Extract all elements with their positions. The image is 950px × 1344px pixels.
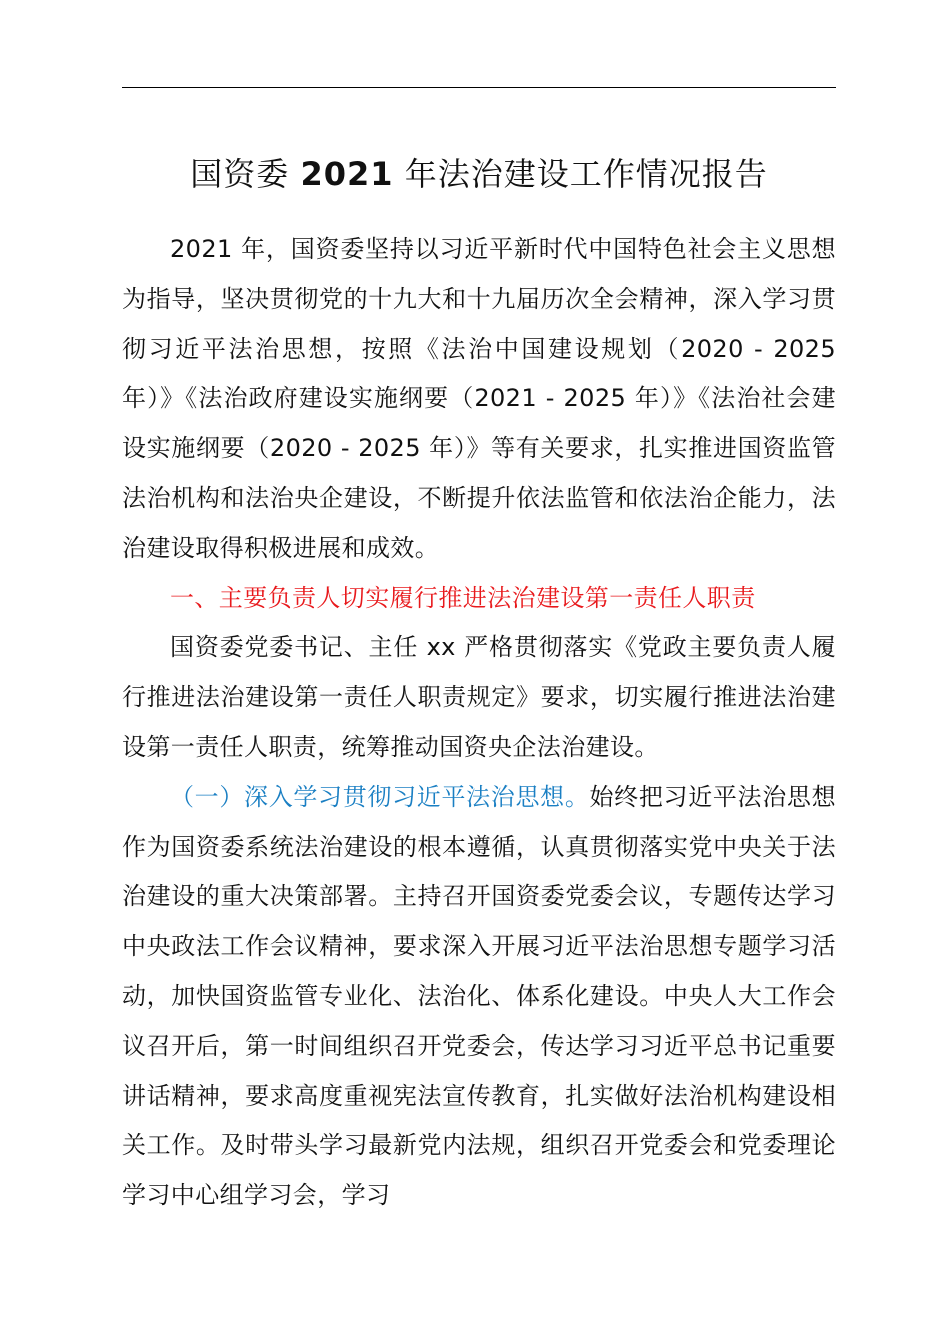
document-title	[122, 148, 836, 200]
title-year: 2021	[300, 155, 394, 193]
intro-paragraph: 2021 年，国资委坚持以习近平新时代中国特色社会主义思想为指导，坚决贯彻党的十九大和十九届历次全会精神，深入学习贯彻习近平法治思想，按照《法治中国建设规划（2020 - 2025 年）》《法治政府建设实施纲要（2021 - 2025 年）》《法治社会建设实施纲要（2020 - 2025 年）》等有关要求，扎实推进国资监管法治机构和法治央企建设，不断提升依法监管和依法治企能力，法治建设取得积极进展和成效。	[122, 235, 836, 562]
subsection-1-paragraph	[122, 773, 836, 1221]
title-prefix: 国资委	[190, 155, 301, 193]
subsection-heading-1: （一）深入学习贯彻习近平法治思想。	[170, 782, 590, 811]
section-1-paragraph: 国资委党委书记、主任 xx 严格贯彻落实《党政主要负责人履行推进法治建设第一责任人职责规定》要求，切实履行推进法治建设第一责任人职责，统筹推动国资央企法治建设。	[122, 633, 836, 761]
document-body	[122, 225, 836, 1221]
subsection-1-body: 始终把习近平法治思想作为国资委系统法治建设的根本遵循，认真贯彻落实党中央关于法治建设的重大决策部署。主持召开国资委党委会议，专题传达学习中央政法工作会议精神，要求深入开展习近平法治思想专题学习活动，加快国资监管专业化、法治化、体系化建设。中央人大工作会议召开后，第一时间组织召开党委会，传达学习习近平总书记重要讲话精神，要求高度重视宪法宣传教育，扎实做好法治机构建设相关工作。及时带头学习最新党内法规，组织召开党委会和党委理论学习中心组学习会，学习	[122, 782, 836, 1210]
header-rule	[122, 87, 836, 88]
title-suffix: 年法治建设工作情况报告	[393, 155, 768, 193]
section-heading-1: 一、主要负责人切实履行推进法治建设第一责任人职责	[170, 583, 756, 612]
